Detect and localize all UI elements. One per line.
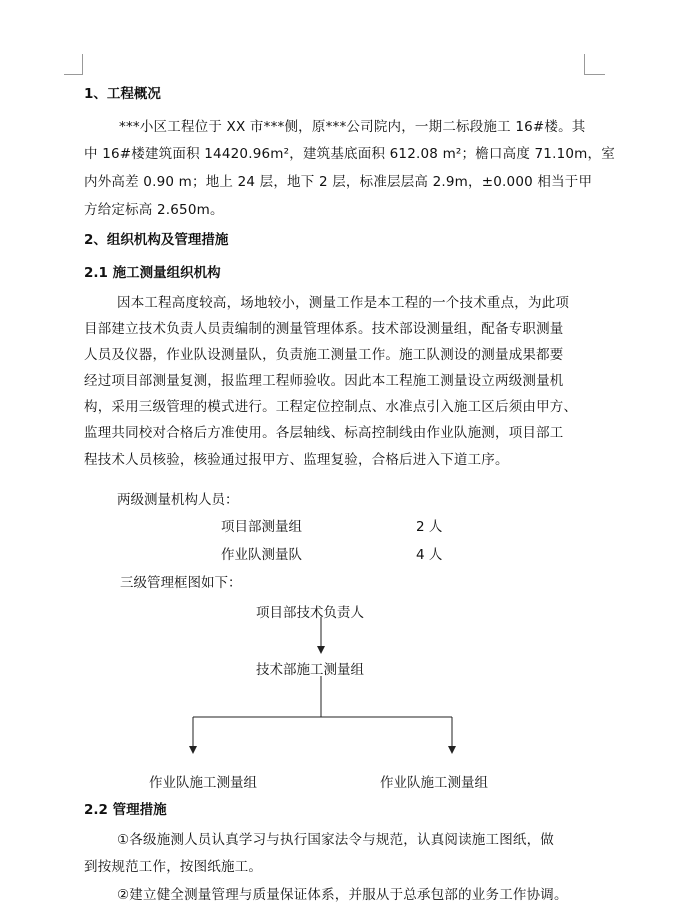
- staff-count-1: 2 人: [416, 519, 443, 535]
- section-2-1-paragraph-line-5: 构，采用三级管理的模式进行。工程定位控制点、水准点引入施工区后须由甲方、: [84, 399, 578, 415]
- section-2-1-paragraph-line-3: 人员及仪器，作业队设测量队，负责施工测量工作。施工队测设的测量成果都要: [84, 347, 564, 363]
- org-node-bottom-right: 作业队施工测量组: [380, 775, 488, 791]
- section-2-2-item-line-3: ②建立健全测量管理与质量保证体系，并服从于总承包部的业务工作协调。: [117, 887, 568, 903]
- section-2-1-heading: 2.1 施工测量组织机构: [84, 265, 221, 281]
- staff-name-2: 作业队测量队: [221, 547, 302, 563]
- chart-intro: 三级管理框图如下：: [120, 575, 242, 591]
- section-2-2-item-line-2: 到按规范工作，按图纸施工。: [84, 859, 263, 875]
- staff-count-2: 4 人: [416, 547, 443, 563]
- section-2-2-heading: 2.2 管理措施: [84, 802, 167, 818]
- section-2-1-paragraph-line-7: 程技术人员核验，核验通过报甲方、监理复验，合格后进入下道工序。: [84, 452, 509, 468]
- org-node-middle: 技术部施工测量组: [256, 662, 364, 678]
- staff-intro: 两级测量机构人员：: [117, 492, 239, 508]
- section-2-heading: 2、组织机构及管理措施: [84, 232, 229, 248]
- section-1-paragraph-line-4: 方给定标高 2.650m。: [84, 202, 224, 218]
- section-1-paragraph-line-1: ***小区工程位于 XX 市***侧，原***公司院内，一期二标段施工 16#楼。其: [119, 119, 586, 135]
- staff-name-1: 项目部测量组: [221, 519, 302, 535]
- section-1-heading: 1、工程概况: [84, 86, 161, 102]
- section-2-1-paragraph-line-1: 因本工程高度较高，场地较小，测量工作是本工程的一个技术重点，为此项: [117, 295, 570, 311]
- section-2-1-paragraph-line-6: 监理共同校对合格后方准使用。各层轴线、标高控制线由作业队施测，项目部工: [84, 425, 564, 441]
- section-2-1-paragraph-line-4: 经过项目部测量复测，报监理工程师验收。因此本工程施工测量设立两级测量机: [84, 373, 564, 389]
- section-1-paragraph-line-3: 内外高差 0.90 m；地上 24 层，地下 2 层，标准层层高 2.9m，±0.000 相当于甲: [84, 174, 593, 190]
- org-node-top: 项目部技术负责人: [256, 605, 364, 621]
- org-node-bottom-left: 作业队施工测量组: [149, 775, 257, 791]
- section-1-paragraph-line-2: 中 16#楼建筑面积 14420.96m²，建筑基底面积 612.08 m²；檐口高度 71.10m，室: [84, 146, 615, 162]
- section-2-1-paragraph-line-2: 目部建立技术负责人员责编制的测量管理体系。技术部设测量组，配备专职测量: [84, 321, 564, 337]
- section-2-2-item-line-1: ①各级施测人员认真学习与执行国家法令与规范，认真阅读施工图纸，做: [117, 832, 555, 848]
